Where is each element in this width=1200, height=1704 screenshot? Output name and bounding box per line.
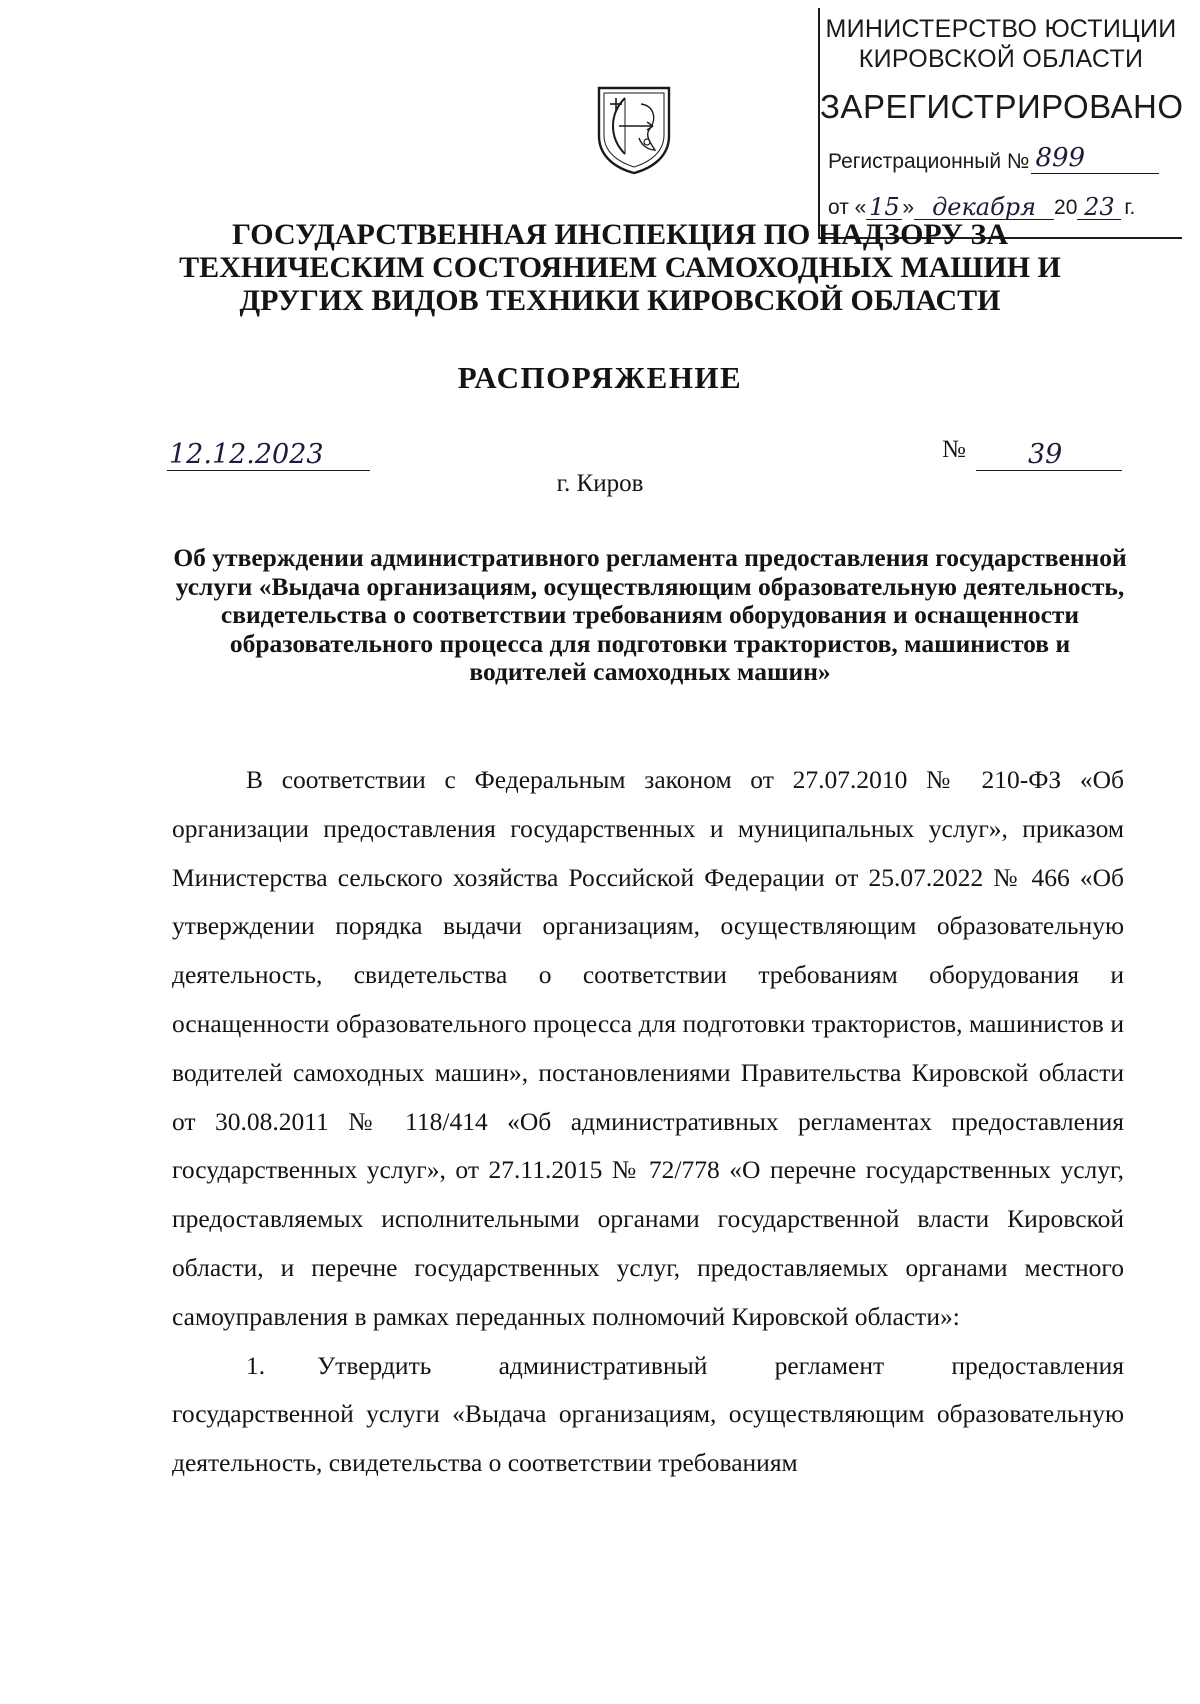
organization-name: ГОСУДАРСТВЕННАЯ ИНСПЕКЦИЯ ПО НАДЗОРУ ЗА ТЕХНИЧЕСКИМ СОСТОЯНИЕМ САМОХОДНЫХ МАШИН И ДРУГИХ ВИДОВ ТЕХНИКИ КИРОВСКОЙ ОБЛАСТИ: [179, 218, 1061, 317]
stamp-ministry-name: МИНИСТЕРСТВО ЮСТИЦИИ КИРОВСКОЙ ОБЛАСТИ: [825, 15, 1177, 73]
preamble-paragraph: В соответствии с Федеральным законом от 27.07.2010 № 210-ФЗ «Об организации предоставления государственных и муниципальных услуг», приказом Министерства сельского хозяйства Российской Федерации от 25.07.2022 № 466 «Об утверждении порядка выдачи организациям, осуществляющим образовательную деятельность, свидетельства о соответствии требованиям оборудования и оснащенности образовательного процесса для подготовки трактористов, машинистов и водителей самоходных машин», постановлениями Правительства Кировской области от 30.08.2011 № 118/414 «Об административных регламентах предоставления государственных услуг», от 27.11.2015 № 72/778 «О перечне государственных услуг, предоставляемых исполнительными органами государственной власти Кировской области, и перечне государственных услуг, предоставляемых органами местного самоуправления в рамках переданных полномочий Кировской области»:: [172, 765, 1124, 1331]
item-text: Утвердить административный регламент предоставления государственной услуги «Выдача организациям, осуществляющим образовательную деятельность, свидетельства о соответствии требованиям: [172, 1350, 1124, 1478]
stamp-day-line: [866, 193, 902, 221]
document-title: Об утверждении административного регламента предоставления государственной услуги «Выдача организациям, осуществляющим образовательную деятельность, свидетельства о соответствии требованиям оборудования и оснащенности образовательного процесса для подготовки трактористов, машинистов и водителей самоходных машин»: [173, 543, 1127, 687]
stamp-month: декабря: [932, 193, 1037, 221]
document-number: 39: [1028, 439, 1063, 470]
registration-stamp: [818, 8, 1182, 239]
stamp-year-line: [1077, 193, 1121, 221]
document-date: 12.12.2023: [169, 439, 324, 470]
stamp-year-suffix: 23: [1084, 193, 1115, 221]
stamp-date-prefix: от «: [828, 196, 867, 219]
document-number-label: №: [942, 436, 966, 463]
document-body: [172, 756, 1124, 1488]
item-number: 1.: [246, 1350, 266, 1380]
stamp-month-line: [914, 193, 1054, 221]
stamp-registration-number: 899: [1035, 143, 1086, 173]
stamp-year-prefix: 20: [1054, 196, 1078, 219]
stamp-day: 15: [869, 193, 900, 221]
document-type: РАСПОРЯЖЕНИЕ: [457, 360, 743, 395]
kirov-coat-of-arms-icon: [595, 84, 673, 176]
document-date-line: [167, 440, 370, 471]
stamp-registration-number-line: [1031, 143, 1159, 174]
stamp-quote-close: »: [902, 196, 915, 219]
stamp-registration-number-row: [828, 143, 1159, 174]
document-number-line: [976, 440, 1122, 471]
list-item: [172, 1342, 1124, 1488]
stamp-registered-label: ЗАРЕГИСТРИРОВАНО: [820, 88, 1184, 125]
stamp-date-row: [828, 193, 1136, 221]
stamp-year-unit: г.: [1124, 196, 1136, 219]
stamp-registration-label: Регистрационный №: [828, 150, 1030, 173]
document-city: г. Киров: [556, 470, 644, 497]
